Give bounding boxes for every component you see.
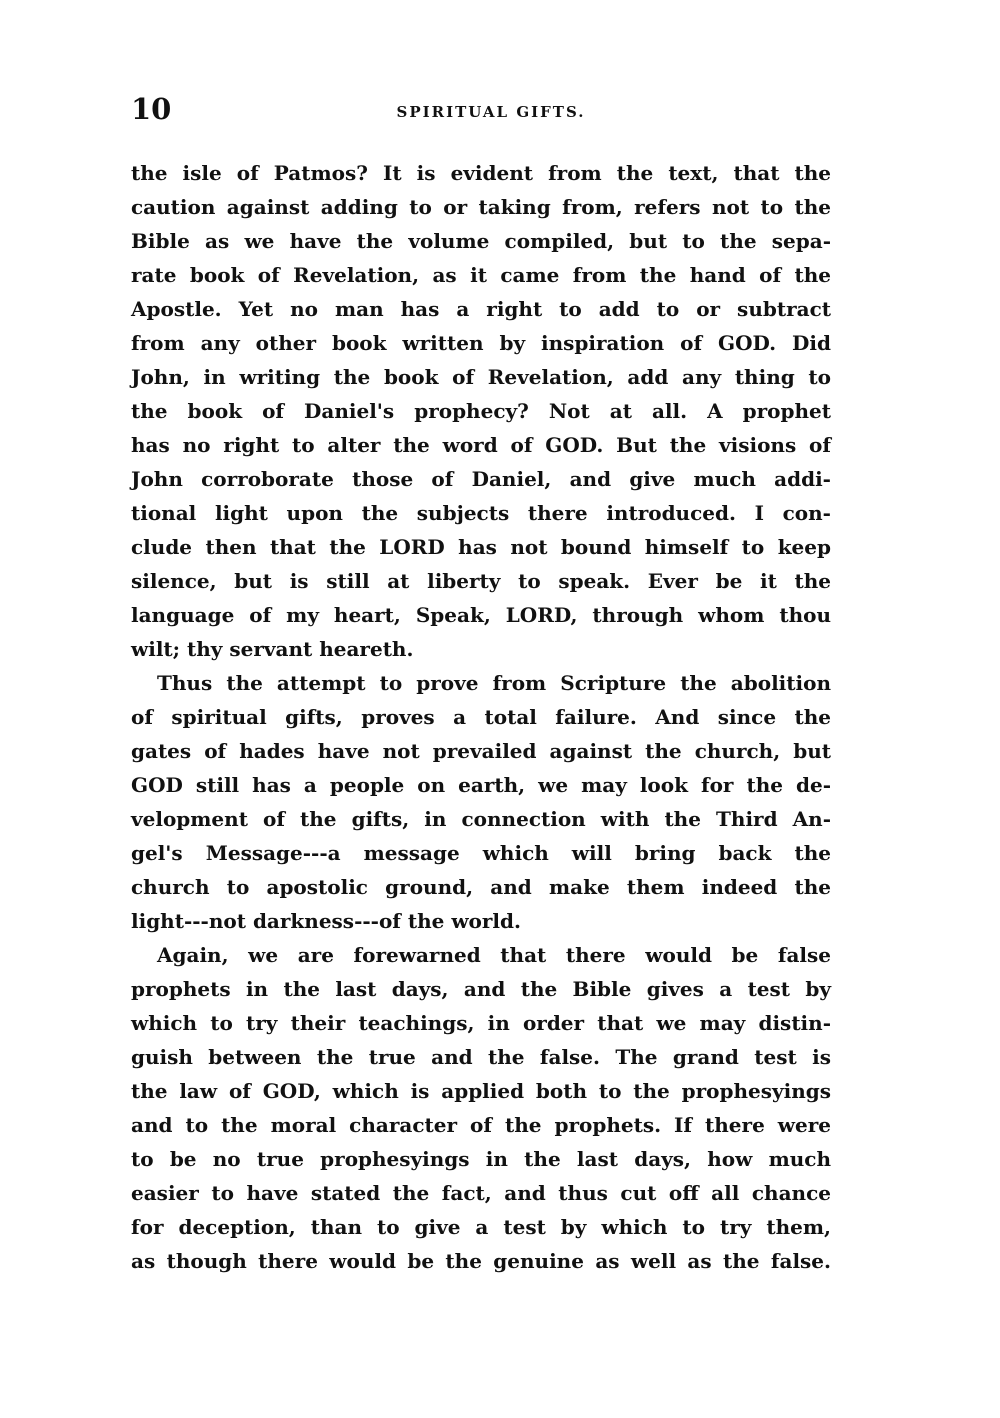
text-line: light---not darkness---of the world.	[131, 909, 521, 933]
text-line: the book of Daniel's prophecy? Not at all. A prophet	[131, 399, 831, 423]
text-line: church to apostolic ground, and make them indeed the	[131, 875, 831, 899]
text-line: velopment of the gifts, in connection with the Third An-	[131, 807, 831, 831]
paragraph-first-line: Again, we are forewarned that there would be false	[157, 943, 831, 967]
text-line: silence, but is still at liberty to speak. Ever be it the	[131, 569, 831, 593]
running-title: SPIRITUAL GIFTS.	[396, 103, 586, 121]
body-text	[131, 156, 831, 1278]
text-line: as though there would be the genuine as well as the false.	[131, 1249, 831, 1273]
text-line: John, in writing the book of Revelation, add any thing to	[131, 365, 831, 389]
text-line: of spiritual gifts, proves a total failure. And since the	[131, 705, 831, 729]
text-line: caution against adding to or taking from, refers not to the	[131, 195, 831, 219]
text-line: the law of GOD, which is applied both to the prophesyings	[131, 1079, 831, 1103]
text-line: which to try their teachings, in order that we may distin-	[131, 1011, 831, 1035]
text-line: John corroborate those of Daniel, and give much addi-	[131, 467, 831, 491]
text-line: easier to have stated the fact, and thus cut off all chance	[131, 1181, 831, 1205]
text-line: language of my heart, Speak, LORD, through whom thou	[131, 603, 831, 627]
text-line: tional light upon the subjects there introduced. I con-	[131, 501, 831, 525]
text-line: Bible as we have the volume compiled, but to the sepa-	[131, 229, 831, 253]
text-line: GOD still has a people on earth, we may look for the de-	[131, 773, 831, 797]
text-line: wilt; thy servant heareth.	[131, 637, 414, 661]
paragraph-first-line: Thus the attempt to prove from Scripture the abolition	[157, 671, 831, 695]
text-line: for deception, than to give a test by which to try them,	[131, 1215, 831, 1239]
text-line: gates of hades have not prevailed against the church, but	[131, 739, 831, 763]
text-line: has no right to alter the word of GOD. But the visions of	[131, 433, 831, 457]
text-line: from any other book written by inspiration of GOD. Did	[131, 331, 831, 355]
text-line: gel's Message---a message which will bring back the	[131, 841, 831, 865]
text-line: to be no true prophesyings in the last days, how much	[131, 1147, 831, 1171]
text-line: Apostle. Yet no man has a right to add to or subtract	[131, 297, 831, 321]
running-head	[131, 92, 831, 132]
text-line: the isle of Patmos? It is evident from the text, that the	[131, 161, 831, 185]
text-line: rate book of Revelation, as it came from the hand of the	[131, 263, 831, 287]
text-line: prophets in the last days, and the Bible gives a test by	[131, 977, 831, 1001]
text-line: guish between the true and the false. The grand test is	[131, 1045, 831, 1069]
page-number: 10	[131, 92, 172, 126]
text-line: and to the moral character of the prophets. If there were	[131, 1113, 831, 1137]
text-line: clude then that the LORD has not bound himself to keep	[131, 535, 831, 559]
